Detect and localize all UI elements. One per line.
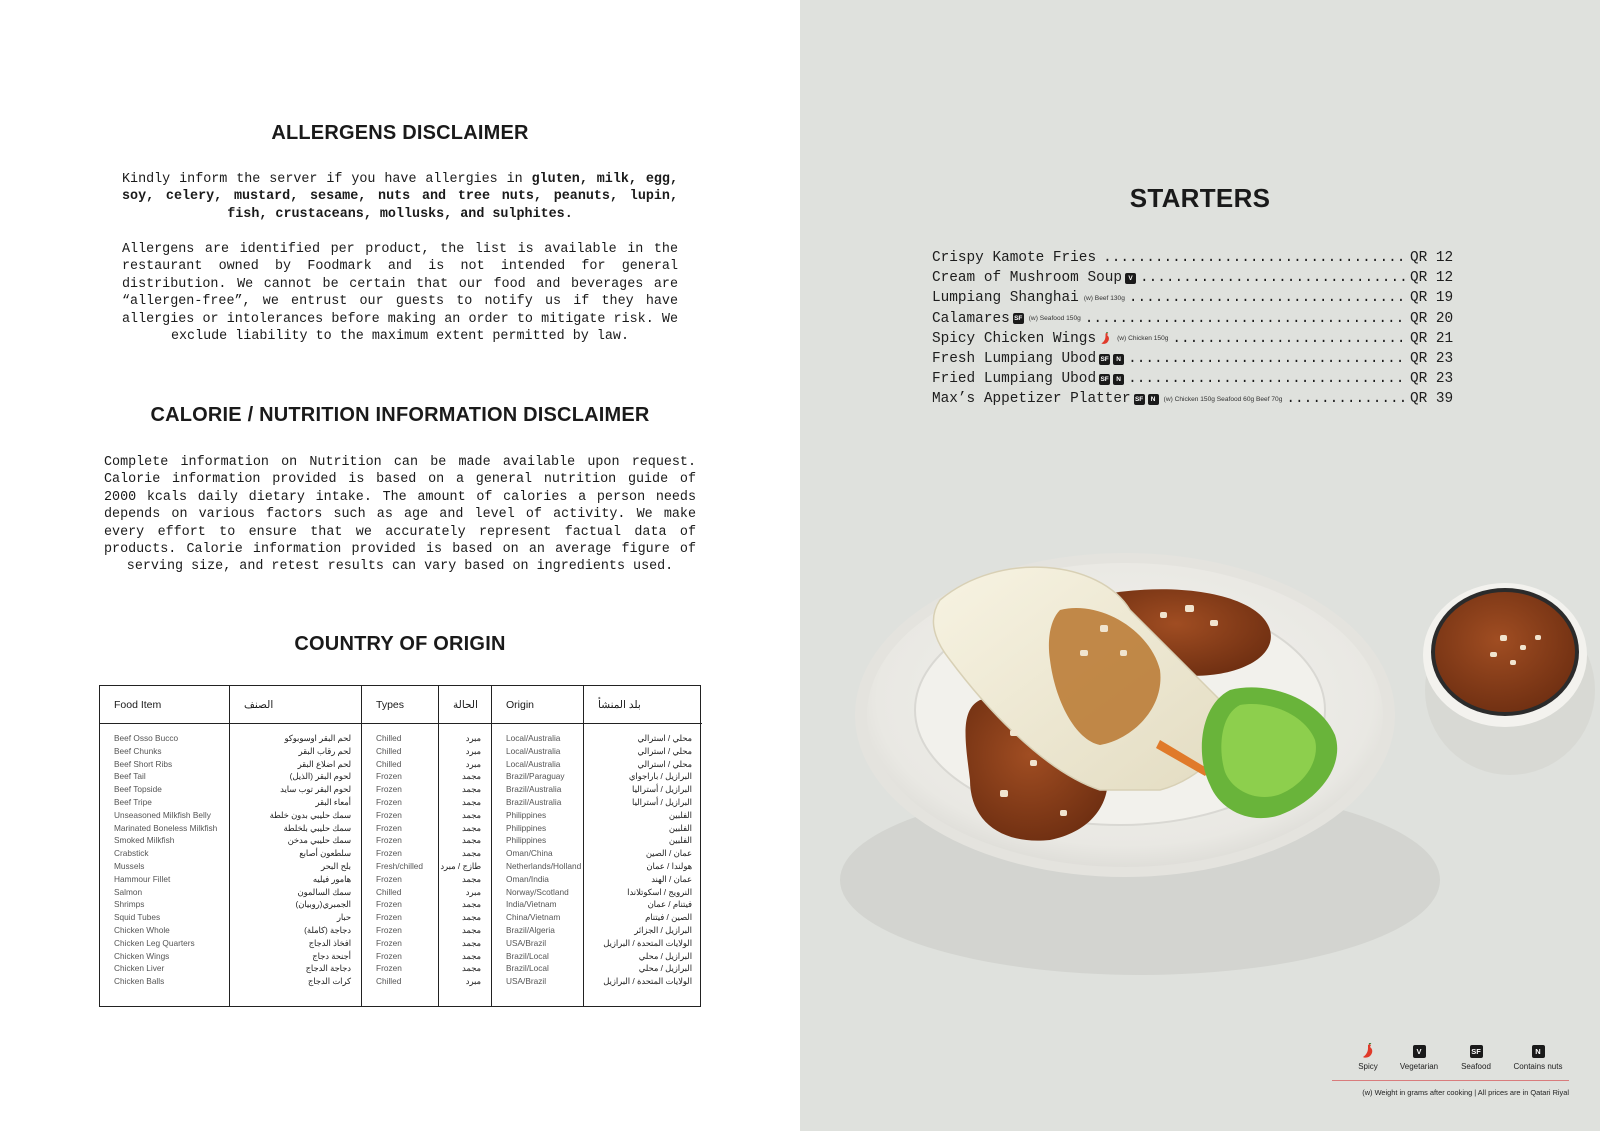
table-cell: USA/Brazil [506, 976, 547, 987]
menu-item-tags [1013, 313, 1081, 324]
menu-item [932, 329, 1466, 349]
menu-item-price: QR 19 [1410, 290, 1454, 307]
starters-title: STARTERS [1129, 183, 1271, 213]
menu-item-name: Calamares [932, 310, 1010, 327]
table-cell: أمعاء البقر [315, 796, 351, 807]
table-cell: Frozen [376, 822, 402, 833]
calorie-title: CALORIE / NUTRITION INFORMATION DISCLAIMER [150, 404, 650, 426]
table-cell: مبرد [465, 758, 481, 769]
table-cell: Frozen [376, 796, 402, 807]
weight-note: (w) Chicken 150g Seafood 60g Beef 70g [1163, 395, 1283, 403]
header-type-en: Types [362, 686, 438, 724]
table-cell: الفلبين [668, 822, 692, 833]
table-cell: عمان / الصين [645, 848, 692, 859]
menu-item [932, 389, 1466, 409]
table-cell: محلي / استرالي [637, 758, 692, 769]
table-cell: Squid Tubes [114, 912, 161, 923]
menu-item [932, 369, 1466, 389]
table-cell: Frozen [376, 873, 402, 884]
table-cell: Chilled [376, 733, 402, 743]
allergens-title: ALLERGENS DISCLAIMER [271, 122, 529, 144]
table-cell: محلي / استرالي [637, 745, 692, 756]
legend-nuts [1508, 1043, 1568, 1071]
legend-vegetarian-label: Vegetarian [1399, 1062, 1439, 1071]
country-of-origin-table [99, 685, 701, 1007]
legend-divider [1332, 1080, 1569, 1081]
menu-item [932, 248, 1466, 268]
menu-item-price: QR 12 [1410, 250, 1454, 267]
table-cell: Brazil/Paraguay [506, 771, 565, 782]
table-cell: لحم رقاب البقر [298, 745, 351, 756]
table-cell: الفلبين [668, 835, 692, 846]
seafood-badge: SF [1014, 315, 1023, 323]
table-cell: Norway/Scotland [506, 886, 569, 897]
table-cell: مجمد [462, 796, 481, 807]
menu-item-tags [1134, 394, 1283, 405]
table-cell: مجمد [462, 937, 481, 948]
table-cell: دجاجة الدجاج [305, 963, 351, 974]
menu-item [932, 309, 1466, 329]
legend-seafood-label: Seafood [1461, 1062, 1491, 1071]
seafood-badge: SF [1471, 1046, 1481, 1056]
dot-leader [1172, 331, 1406, 347]
table-cell: مجمد [462, 924, 481, 935]
legend-note: (w) Weight in grams after cooking | All prices are in Qatari Riyal [1362, 1088, 1569, 1097]
col-food-ar-body [230, 732, 361, 988]
table-cell: Beef Tripe [114, 796, 152, 807]
lumpia-plate-photo [800, 540, 1600, 1040]
table-cell: مجمد [462, 912, 481, 923]
table-cell: مجمد [462, 835, 481, 846]
table-cell: Frozen [376, 912, 402, 923]
table-cell: البرازيل / أستراليا [632, 784, 692, 795]
menu-item-name: Cream of Mushroom Soup [932, 270, 1122, 287]
table-cell: سلطعون أصابع [299, 848, 351, 859]
table-cell: Brazil/Australia [506, 784, 562, 795]
table-cell: Fresh/chilled [376, 860, 424, 871]
table-cell: Hammour Fillet [114, 873, 171, 884]
table-cell: Chilled [376, 886, 402, 897]
col-food-en-body [100, 732, 229, 988]
legend-seafood [1446, 1043, 1506, 1071]
col-type-en-body [362, 732, 438, 988]
table-cell: سمك السالمون [297, 886, 351, 897]
table-cell: مجمد [462, 809, 481, 820]
weight-note: (w) Seafood 150g [1028, 315, 1081, 323]
header-origin-en: Origin [492, 686, 583, 724]
table-cell: مجمد [462, 950, 481, 961]
table-cell: النرويج / اسكوتلاندا [627, 886, 692, 897]
table-cell: Crabstick [114, 848, 149, 859]
table-cell: China/Vietnam [506, 912, 561, 923]
table-cell: Oman/India [506, 873, 549, 884]
table-cell: Chicken Liver [114, 963, 165, 974]
table-cell: مجمد [462, 848, 481, 859]
table-cell: Chicken Leg Quarters [114, 937, 195, 948]
nuts-badge: N [1532, 1045, 1545, 1058]
table-cell: لحم البقر اوسوبوكو [284, 733, 351, 743]
table-cell: Frozen [376, 771, 402, 782]
table-cell: Local/Australia [506, 733, 561, 743]
table-cell: مبرد [465, 745, 481, 756]
table-cell: هولندا / عمان [646, 860, 692, 871]
table-cell: الفلبين [668, 809, 692, 820]
col-food-ar [230, 686, 362, 1006]
allergens-paragraph-1 [122, 171, 678, 223]
nuts-badge: N [1113, 354, 1124, 365]
allergens-lead: Kindly inform the server if you have allergies in [122, 172, 532, 187]
table-cell: Smoked Milkfish [114, 835, 175, 846]
table-cell: Frozen [376, 784, 402, 795]
nuts-badge: N [1113, 374, 1124, 385]
table-cell: مجمد [462, 771, 481, 782]
col-type-ar-body [439, 732, 491, 988]
table-cell: Frozen [376, 950, 402, 961]
menu-item-name: Spicy Chicken Wings [932, 330, 1097, 347]
table-cell: Chilled [376, 745, 402, 756]
table-cell: Mussels [114, 860, 145, 871]
starters-menu-list [932, 248, 1466, 410]
menu-item-price: QR 39 [1410, 391, 1454, 408]
table-cell: Chicken Whole [114, 924, 170, 935]
menu-item-tags [1099, 374, 1124, 385]
table-cell: محلي / استرالي [637, 733, 692, 743]
weight-note: (w) Beef 130g [1083, 294, 1125, 302]
dot-leader [1128, 351, 1406, 367]
table-cell: مبرد [465, 976, 481, 987]
table-cell: طازج / مبرد [440, 860, 481, 871]
table-cell: Brazil/Local [506, 950, 549, 961]
col-origin-en-body [492, 732, 583, 988]
dot-leader [1129, 290, 1406, 306]
legend-nuts-label: Contains nuts [1513, 1062, 1563, 1071]
dot-leader [1128, 371, 1406, 387]
header-food-ar: الصنف [230, 686, 361, 724]
menu-item-price: QR 20 [1410, 310, 1454, 327]
menu-item [932, 349, 1466, 369]
table-cell: USA/Brazil [506, 937, 547, 948]
table-cell: مبرد [465, 886, 481, 897]
table-cell: Frozen [376, 835, 402, 846]
allergens-paragraph-2: Allergens are identified per product, the list is available in the restaurant owned by Foodmark and is not intended for general distribution. We cannot be certain that our food and beverages are “allergen-free”, we entrust our guests to notify us if they have allergies or intolerances before making an order to mitigate risk. We exclude liability to the maximum extent permitted by law. [122, 242, 678, 345]
nuts-badge: N [1148, 394, 1159, 405]
table-cell: الصين / فيتنام [645, 912, 692, 923]
menu-item-name: Crispy Kamote Fries [932, 250, 1097, 267]
table-cell: Philippines [506, 835, 547, 846]
table-cell: Netherlands/Holland [506, 860, 582, 871]
menu-item-tags [1082, 295, 1125, 302]
table-cell: Marinated Boneless Milkfish [114, 822, 218, 833]
nuts-icon [1508, 1043, 1568, 1059]
menu-item-price: QR 21 [1410, 330, 1454, 347]
table-cell: كرات الدجاج [307, 976, 351, 987]
table-cell: مبرد [465, 733, 481, 743]
dot-leader [1085, 311, 1406, 327]
menu-item-name: Fresh Lumpiang Ubod [932, 351, 1097, 368]
table-cell: Frozen [376, 899, 402, 910]
table-cell: Beef Osso Bucco [114, 733, 179, 743]
weight-note: (w) Chicken 150g [1117, 335, 1169, 343]
table-cell: Chilled [376, 976, 402, 987]
table-cell: الجمبري(روبيان) [295, 899, 351, 910]
menu-item-price: QR 23 [1410, 351, 1454, 368]
table-cell: البرازيل / محلي [638, 963, 692, 974]
table-cell: مجمد [462, 899, 481, 910]
chili-icon [1099, 332, 1112, 345]
right-page [800, 0, 1600, 1131]
legend-vegetarian [1389, 1043, 1449, 1071]
table-cell: Frozen [376, 963, 402, 974]
table-cell: Chicken Balls [114, 976, 165, 987]
col-type-ar [439, 686, 492, 1006]
table-cell: مجمد [462, 873, 481, 884]
menu-item-price: QR 23 [1410, 371, 1454, 388]
menu-item-name: Lumpiang Shanghai [932, 290, 1079, 307]
table-cell: Beef Chunks [114, 745, 162, 756]
table-cell: فيتنام / عمان [647, 899, 692, 910]
menu-item [932, 268, 1466, 288]
menu-item-tags [1125, 273, 1136, 284]
table-cell: Frozen [376, 848, 402, 859]
menu-item-name: Fried Lumpiang Ubod [932, 371, 1097, 388]
menu-item-tags [1099, 332, 1168, 345]
table-cell: بلح البحر [321, 860, 351, 871]
dot-leader [1286, 391, 1406, 407]
table-cell: لحم اضلاع البقر [297, 758, 351, 769]
table-cell: Philippines [506, 822, 547, 833]
table-cell: البرازيل / الجزائر [634, 924, 692, 935]
menu-item-name: Max’s Appetizer Platter [932, 391, 1131, 408]
table-cell: Salmon [114, 886, 143, 897]
table-cell: هامور فيليه [312, 873, 351, 884]
col-food-en [100, 686, 230, 1006]
table-cell: دجاجة (كاملة) [304, 924, 351, 935]
table-cell: Oman/China [506, 848, 553, 859]
table-cell: أجنحة دجاج [312, 950, 351, 961]
seafood-badge: SF [1100, 355, 1109, 363]
table-cell: Frozen [376, 937, 402, 948]
table-cell: البرازيل / أستراليا [632, 796, 692, 807]
col-origin-ar-body [584, 732, 702, 988]
calorie-paragraph: Complete information on Nutrition can be made available upon request. Calorie information provided is based on a general nutrition guide of 2000 kcals daily dietary intake. The amount of calories a person needs depends on various factors such as age and level of activity. We make every effort to ensure that we accurately represent factual data of products. Calorie information provided is based on an average figure of serving size, and retest results can vary based on ingredients used. [104, 455, 696, 575]
table-cell: Frozen [376, 809, 402, 820]
header-origin-ar: بلد المنشأ [584, 686, 702, 724]
table-cell: Beef Tail [114, 771, 146, 782]
seafood-badge: SF [1100, 375, 1109, 383]
dot-leader [1140, 270, 1406, 286]
vegetarian-badge: V [1413, 1045, 1426, 1058]
table-cell: البرازيل / محلي [638, 950, 692, 961]
table-cell: مجمد [462, 784, 481, 795]
table-cell: Beef Topside [114, 784, 162, 795]
seafood-icon [1446, 1043, 1506, 1059]
table-cell: Local/Australia [506, 758, 561, 769]
table-cell: Frozen [376, 924, 402, 935]
table-cell: Beef Short Ribs [114, 758, 173, 769]
table-cell: سمك حليبي مدخن [287, 835, 351, 846]
table-cell: India/Vietnam [506, 899, 557, 910]
menu-item-price: QR 12 [1410, 270, 1454, 287]
table-cell: Unseasoned Milkfish Belly [114, 809, 211, 820]
table-cell: مجمد [462, 963, 481, 974]
vegetarian-icon [1389, 1043, 1449, 1059]
table-cell: لحوم البقر (الذيل) [289, 771, 351, 782]
table-cell: Chicken Wings [114, 950, 170, 961]
table-cell: افخاذ الدجاج [308, 937, 351, 948]
vegetarian-badge: V [1125, 273, 1136, 284]
table-cell: Brazil/Local [506, 963, 549, 974]
dot-leader [1103, 250, 1406, 266]
col-origin-en [492, 686, 584, 1006]
table-cell: لحوم البقر توب سايد [280, 784, 351, 795]
table-cell: مجمد [462, 822, 481, 833]
table-cell: حبار [336, 912, 351, 923]
table-cell: Brazil/Australia [506, 796, 562, 807]
menu-item [932, 288, 1466, 308]
header-food-en: Food Item [100, 686, 229, 724]
origin-title: COUNTRY OF ORIGIN [294, 633, 506, 655]
table-cell: Shrimps [114, 899, 145, 910]
col-origin-ar [584, 686, 702, 1006]
table-cell: الولايات المتحدة / البرازيل [603, 976, 692, 987]
table-cell: البرازيل / باراجواي [628, 771, 692, 782]
seafood-badge: SF [1134, 395, 1144, 403]
table-cell: سمك حليبي بلخلطة [283, 822, 351, 833]
allergens-list: gluten, milk, egg, soy, celery, mustard, sesame, nuts and tree nuts, peanuts, lupin, fish, crustaceans, mollusks, and sulphites. [122, 172, 678, 222]
table-cell: Philippines [506, 809, 547, 820]
table-cell: سمك حليبي بدون خلطة [269, 809, 351, 820]
table-cell: Brazil/Algeria [506, 924, 555, 935]
menu-item-tags [1099, 354, 1124, 365]
table-cell: الولايات المتحدة / البرازيل [603, 937, 692, 948]
legend-spicy-label: Spicy [1358, 1062, 1378, 1071]
col-type-en [362, 686, 439, 1006]
table-cell: عمان / الهند [651, 873, 692, 884]
table-cell: Local/Australia [506, 745, 561, 756]
header-type-ar: الحالة [439, 686, 491, 724]
table-cell: Chilled [376, 758, 402, 769]
